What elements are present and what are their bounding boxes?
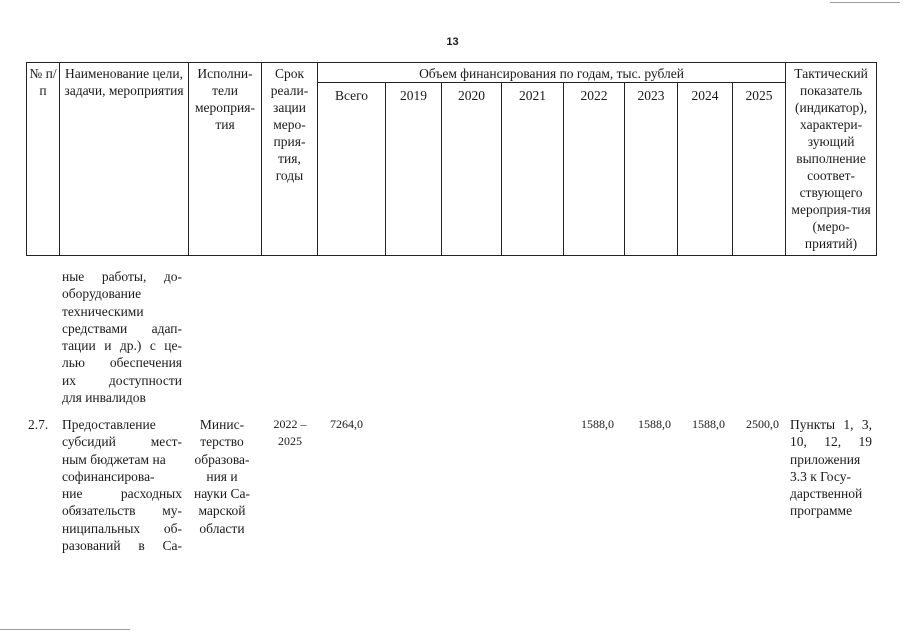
row-name-line: ниципальных об- xyxy=(62,520,182,536)
row-name-line: обязательств му- xyxy=(62,503,182,519)
header-num: № п/п xyxy=(27,63,60,256)
row-name-line: софинансирова- xyxy=(62,468,155,484)
row-term-line: 2025 xyxy=(278,434,302,449)
header-total: Всего xyxy=(318,83,386,256)
header-name: Наименование цели, задачи, мероприятия xyxy=(60,63,189,256)
continuation-line: их доступности xyxy=(62,372,182,388)
row-name-line: ным бюджетам на xyxy=(62,451,166,467)
row-indicator-line: 10, 12, 19 xyxy=(790,434,872,450)
continuation-line: ные работы, до- xyxy=(62,269,182,284)
row-executor-line: области xyxy=(199,520,245,536)
header-executors: Исполни-тели мероприя-тия xyxy=(189,63,262,256)
row-executor-line: ния и xyxy=(206,468,238,484)
row-indicator-line: приложения xyxy=(790,451,861,467)
financing-table-header xyxy=(26,62,877,256)
row-indicator-line: дарственной xyxy=(790,486,863,502)
scan-artifact-top xyxy=(830,2,900,3)
continuation-line: для инвалидов xyxy=(62,390,146,406)
row-2024-value: 1588,0 xyxy=(692,417,725,431)
header-year-2023: 2023 xyxy=(625,83,678,256)
row-2023-value: 1588,0 xyxy=(638,417,671,431)
continuation-line: техническими xyxy=(62,303,144,319)
continuation-line: тации и др.) с це- xyxy=(62,338,182,354)
row-2022-value: 1588,0 xyxy=(581,417,614,431)
continuation-line: средствами адап- xyxy=(62,320,182,336)
header-year-2020: 2020 xyxy=(442,83,502,256)
row-number: 2.7. xyxy=(28,417,49,432)
header-year-2019: 2019 xyxy=(386,83,442,256)
row-executor-line: науки Са- xyxy=(194,486,250,502)
row-indicator-line: программе xyxy=(790,503,853,519)
row-term-cell xyxy=(262,416,318,451)
row-name-line: Предоставление xyxy=(62,417,156,432)
row-executor-line: терство xyxy=(200,434,244,450)
header-year-2024: 2024 xyxy=(678,83,733,256)
row-executor-cell xyxy=(185,416,259,537)
scan-artifact-bottom xyxy=(0,629,130,630)
row-executor-line: марской xyxy=(198,503,246,519)
row-2025-value: 2500,0 xyxy=(746,417,779,431)
row-executor-line: Минис- xyxy=(199,417,245,432)
row-indicator-line: Пункты 1, 3, xyxy=(790,417,872,432)
continuation-line: лью обеспечения xyxy=(62,355,182,371)
header-term: Срок реали-зации меро-прия-тия, годы xyxy=(262,63,318,256)
header-year-2025: 2025 xyxy=(733,83,786,256)
row-term-line: 2022 – xyxy=(273,417,307,431)
page-number: 13 xyxy=(446,36,459,48)
row-name-line: субсидий мест- xyxy=(62,434,182,450)
header-indicator: Тактический показатель (индикатор), характери-зующий выполнение соответ-ствующего мероприя-тия (меро-приятий) xyxy=(786,63,877,256)
row-name-line: ние расходных xyxy=(62,486,182,502)
continuation-line: оборудование xyxy=(62,286,142,302)
header-year-2022: 2022 xyxy=(564,83,625,256)
row-name-line: разований в Са- xyxy=(62,538,182,554)
row-executor-line: образова- xyxy=(194,451,250,467)
row-indicator-line: 3.3 к Госу- xyxy=(790,468,851,484)
header-financing-group: Объем финансирования по годам, тыс. рублей xyxy=(318,63,786,83)
row-total-value: 7264,0 xyxy=(330,417,363,431)
row-indicator-cell xyxy=(790,416,872,520)
continuation-name-cell xyxy=(62,268,182,406)
header-year-2021: 2021 xyxy=(502,83,564,256)
row-name-cell xyxy=(62,416,182,554)
